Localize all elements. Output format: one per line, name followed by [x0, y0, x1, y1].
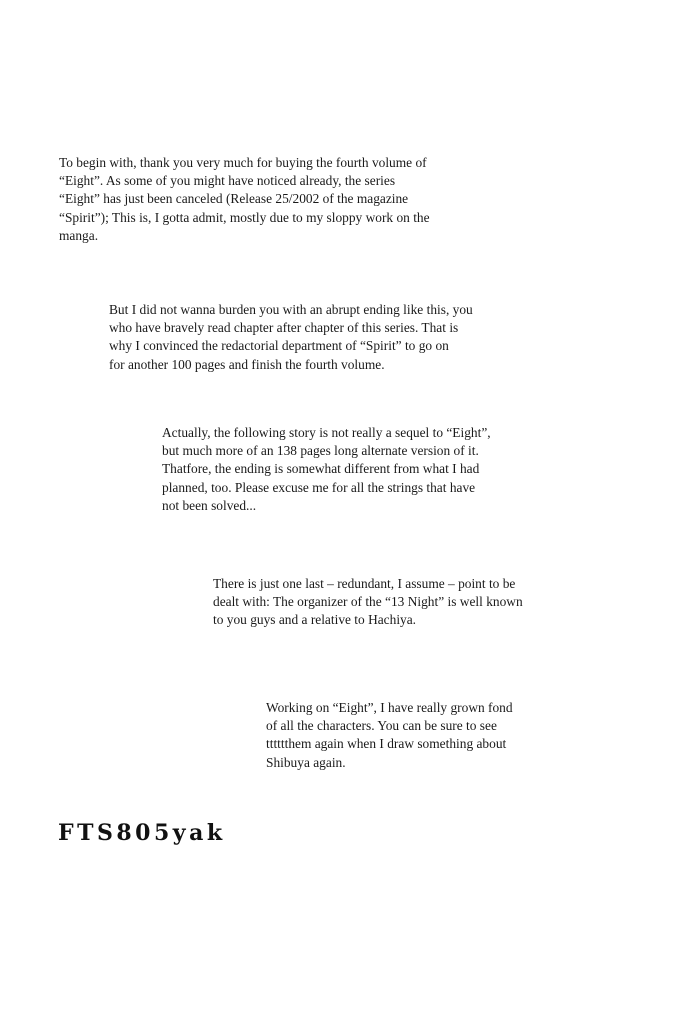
- text-line: for another 100 pages and finish the fourth volume.: [109, 356, 385, 372]
- text-line: manga.: [59, 227, 99, 243]
- text-line: Thatfore, the ending is somewhat different from what I had: [162, 461, 480, 477]
- text-line: “Spirit”); This is, I gotta admit, mostly due to my sloppy work on the: [59, 209, 430, 225]
- paragraph-3: [162, 424, 491, 515]
- text-line: Working on “Eight”, I have really grown fond: [266, 700, 513, 715]
- scanlator-signature: FTS805yak: [58, 820, 226, 846]
- text-line: To begin with, thank you very much for buying the fourth volume of: [59, 155, 427, 170]
- text-line: dealt with: The organizer of the “13 Night” is well known: [213, 594, 523, 610]
- text-line: why I convinced the redactorial department of “Spirit” to go on: [109, 338, 449, 354]
- text-line: “Eight” has just been canceled (Release 25/2002 of the magazine: [59, 191, 409, 207]
- text-line: “Eight”. As some of you might have noticed already, the series: [59, 173, 396, 189]
- text-line: of all the characters. You can be sure to see: [266, 718, 497, 734]
- paragraph-1: [59, 154, 430, 245]
- text-line: not been solved...: [162, 497, 257, 513]
- text-line: who have bravely read chapter after chapter of this series. That is: [109, 320, 459, 336]
- paragraph-2: [109, 301, 473, 374]
- paragraph-4: [213, 575, 523, 630]
- text-line: But I did not wanna burden you with an abrupt ending like this, you: [109, 302, 473, 317]
- text-line: tttttthem again when I draw something about: [266, 736, 507, 752]
- text-line: There is just one last – redundant, I assume – point to be: [213, 576, 516, 591]
- text-line: planned, too. Please excuse me for all the strings that have: [162, 479, 476, 495]
- text-line: but much more of an 138 pages long alternate version of it.: [162, 443, 479, 459]
- text-line: to you guys and a relative to Hachiya.: [213, 612, 417, 628]
- paragraph-5: [266, 699, 513, 772]
- text-line: Shibuya again.: [266, 754, 346, 770]
- text-line: Actually, the following story is not really a sequel to “Eight”,: [162, 425, 491, 440]
